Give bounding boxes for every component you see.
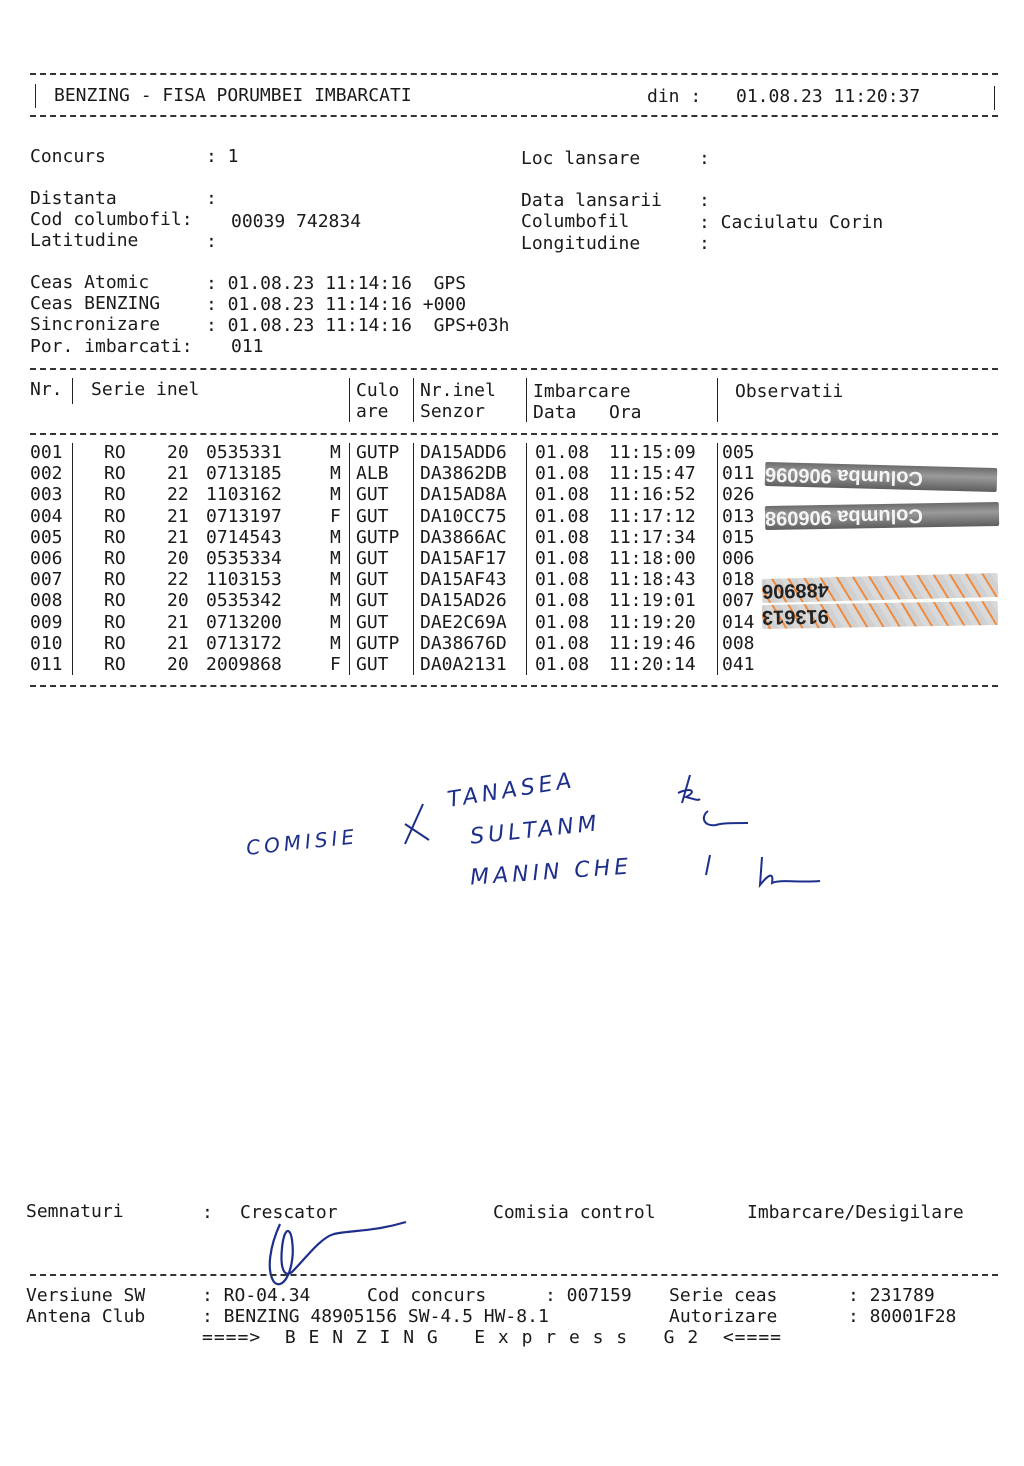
concurs-value: : 1 [206, 146, 239, 167]
cell-senzor: DA15AF17 [420, 548, 507, 569]
header-sep-2 [349, 378, 350, 422]
cell-data: 01.08 [535, 526, 590, 548]
cell-data: 01.08 [535, 505, 590, 527]
body-sep-3 [413, 443, 414, 675]
cell-an: 20 [167, 548, 189, 569]
cell-data: 01.08 [535, 463, 590, 485]
cell-an: 21 [167, 632, 189, 654]
por-imbarcati-value: 011 [231, 336, 264, 357]
din-label: din : [647, 86, 702, 107]
cell-nr: 002 [30, 463, 63, 485]
col-header-nr-inel: Nr.inel [420, 380, 496, 401]
cell-nr: 009 [30, 611, 63, 633]
autorizare-value: : 80001F28 [848, 1306, 957, 1327]
header-top-rule [30, 73, 998, 75]
cell-tara: RO [104, 632, 126, 654]
cell-tara: RO [104, 569, 126, 591]
body-sep-2 [349, 443, 350, 675]
concurs-label: Concurs [30, 146, 106, 167]
autorizare-label: Autorizare [669, 1306, 778, 1327]
cell-an: 21 [167, 526, 189, 548]
header-sep-1 [72, 378, 73, 404]
versiune-sw-value: : RO-04.34 [202, 1285, 311, 1306]
cell-data: 01.08 [535, 654, 590, 675]
cod-columbofil-label: Cod columbofil: [30, 209, 193, 230]
cell-tara: RO [104, 548, 126, 569]
semnaturi-colon: : [202, 1202, 213, 1223]
cell-culoare: GUTP [356, 526, 400, 548]
cell-an: 20 [167, 590, 189, 612]
handwritten-bracket-mark [395, 800, 435, 850]
table-top-rule [30, 368, 998, 370]
latitudine-label: Latitudine [30, 230, 139, 251]
ring-sticker-1: Columba 906096 [765, 462, 998, 492]
cell-observatii: 014 [722, 611, 755, 633]
semnaturi-label: Semnaturi [26, 1201, 124, 1222]
cell-inel: 0713172 [206, 632, 282, 654]
header-bottom-rule [30, 115, 998, 117]
header-sep-4 [526, 378, 527, 422]
col-header-culoare-1: Culo [356, 380, 400, 401]
cell-sex: M [330, 548, 341, 569]
cell-tara: RO [104, 442, 126, 463]
serie-ceas-label: Serie ceas [669, 1285, 778, 1306]
cell-inel: 1103162 [206, 484, 282, 506]
cell-culoare: GUT [356, 484, 389, 506]
cell-tara: RO [104, 654, 126, 675]
cell-tara: RO [104, 463, 126, 485]
cell-nr: 004 [30, 505, 63, 527]
col-header-senzor: Senzor [420, 401, 486, 422]
cell-data: 01.08 [535, 632, 590, 654]
cell-senzor: DA0A2131 [420, 654, 507, 675]
col-header-data: Data [533, 402, 577, 423]
cell-senzor: DAE2C69A [420, 611, 507, 633]
cell-observatii: 006 [722, 548, 755, 569]
cell-observatii: 026 [722, 484, 755, 506]
cell-an: 20 [167, 442, 189, 463]
handwritten-name-1: TANASEA [445, 768, 578, 813]
antena-club-label: Antena Club [26, 1306, 146, 1327]
cell-culoare: GUT [356, 611, 389, 633]
cell-nr: 006 [30, 548, 63, 569]
cell-sex: M [330, 590, 341, 612]
body-sep-5 [717, 443, 718, 675]
cell-sex: M [330, 484, 341, 506]
cell-senzor: DA15AF43 [420, 569, 507, 591]
cell-senzor: DA38676D [420, 632, 507, 654]
cell-senzor: DA10CC75 [420, 505, 507, 527]
loc-lansare-label: Loc lansare [521, 148, 641, 169]
handwritten-initials [660, 765, 830, 895]
footer-top-rule [30, 1274, 998, 1276]
cell-an: 20 [167, 654, 189, 675]
cell-observatii: 013 [722, 505, 755, 527]
cell-nr: 010 [30, 632, 63, 654]
col-header-nr: Nr. [30, 379, 63, 400]
handwritten-name-3: MANIN CHE [469, 854, 633, 891]
cell-ora: 11:19:20 [609, 611, 696, 633]
cell-senzor: DA3866AC [420, 526, 507, 548]
cell-nr: 011 [30, 654, 63, 675]
cell-nr: 008 [30, 590, 63, 612]
cell-observatii: 018 [722, 569, 755, 591]
cell-ora: 11:18:00 [609, 548, 696, 569]
handwritten-name-2: SULTANM [469, 811, 602, 850]
cell-culoare: GUT [356, 654, 389, 675]
cell-inel: 0535334 [206, 548, 282, 569]
header-sep-5 [717, 378, 718, 422]
sincronizare-label: Sincronizare [30, 314, 161, 335]
antena-club-value: : BENZING 48905156 SW-4.5 HW-8.1 [202, 1306, 549, 1327]
cell-senzor: DA15AD8A [420, 484, 507, 506]
cell-inel: 1103153 [206, 569, 282, 591]
cell-inel: 0714543 [206, 526, 282, 548]
cell-ora: 11:15:47 [609, 463, 696, 485]
cell-tara: RO [104, 611, 126, 633]
cell-data: 01.08 [535, 484, 590, 506]
cell-nr: 005 [30, 526, 63, 548]
cod-concurs-label: Cod concurs [367, 1285, 487, 1306]
cell-tara: RO [104, 590, 126, 612]
cell-nr: 001 [30, 442, 63, 463]
data-lansarii-value: : [699, 190, 710, 211]
versiune-sw-label: Versiune SW [26, 1285, 146, 1306]
cell-data: 01.08 [535, 548, 590, 569]
col-header-ora: Ora [609, 402, 642, 423]
cell-observatii: 008 [722, 632, 755, 654]
cod-columbofil-value: 00039 742834 [231, 211, 362, 232]
cell-nr: 007 [30, 569, 63, 591]
table-bottom-rule [30, 685, 998, 687]
cell-senzor: DA3862DB [420, 463, 507, 485]
col-header-observatii: Observatii [735, 381, 844, 402]
cell-data: 01.08 [535, 611, 590, 633]
ceas-atomic-label: Ceas Atomic [30, 272, 150, 293]
cell-senzor: DA15AD26 [420, 590, 507, 612]
benzing-express-banner: ====> B E N Z I N G E x p r e s s G 2 <==== [202, 1327, 783, 1348]
cell-sex: F [330, 654, 341, 675]
ring-sticker-2: Columba 906098 [765, 502, 999, 530]
serie-ceas-value: : 231789 [848, 1285, 935, 1306]
distanta-value: : [206, 188, 217, 209]
comisia-control-label: Comisia control [493, 1202, 656, 1223]
col-header-culoare-2: are [356, 401, 389, 422]
ring-sticker-3: 488906 [762, 573, 999, 603]
columbofil-value: : Caciulatu Corin [699, 212, 884, 233]
cell-sex: M [330, 569, 341, 591]
body-sep-1 [72, 443, 73, 675]
cell-observatii: 005 [722, 442, 755, 463]
cell-tara: RO [104, 484, 126, 506]
cell-inel: 0535342 [206, 590, 282, 612]
cell-ora: 11:15:09 [609, 442, 696, 463]
columbofil-label: Columbofil [521, 211, 630, 232]
cell-senzor: DA15ADD6 [420, 442, 507, 463]
data-lansarii-label: Data lansarii [521, 190, 662, 211]
cell-ora: 11:16:52 [609, 484, 696, 506]
cell-sex: M [330, 442, 341, 463]
cell-inel: 0713185 [206, 463, 282, 485]
cell-an: 22 [167, 569, 189, 591]
cell-sex: M [330, 526, 341, 548]
table-header-rule [30, 433, 998, 435]
cell-sex: M [330, 463, 341, 485]
loc-lansare-value: : [699, 148, 710, 169]
cod-concurs-value: : 007159 [545, 1285, 632, 1306]
print-datetime: 01.08.23 11:20:37 [736, 86, 921, 107]
cell-ora: 11:17:12 [609, 505, 696, 527]
handwritten-comisie: COMISIE [245, 824, 360, 860]
cell-culoare: GUT [356, 569, 389, 591]
ceas-benzing-value: : 01.08.23 11:14:16 +000 [206, 294, 467, 315]
latitudine-value: : [206, 231, 217, 252]
cell-tara: RO [104, 526, 126, 548]
col-header-serie-inel: Serie inel [91, 379, 200, 400]
header-right-border [994, 86, 995, 110]
cell-observatii: 007 [722, 590, 755, 612]
cell-observatii: 041 [722, 654, 755, 675]
cell-culoare: GUTP [356, 442, 400, 463]
header-left-border [35, 84, 36, 108]
cell-an: 21 [167, 463, 189, 485]
cell-inel: 0713197 [206, 505, 282, 527]
cell-ora: 11:18:43 [609, 569, 696, 591]
cell-ora: 11:20:14 [609, 654, 696, 675]
distanta-label: Distanta [30, 188, 117, 209]
cell-culoare: GUT [356, 548, 389, 569]
cell-inel: 2009868 [206, 654, 282, 675]
longitudine-value: : [699, 233, 710, 254]
cell-observatii: 015 [722, 526, 755, 548]
cell-inel: 0713200 [206, 611, 282, 633]
body-sep-4 [526, 443, 527, 675]
crescator-label: Crescator [240, 1202, 338, 1223]
cell-culoare: GUT [356, 590, 389, 612]
cell-ora: 11:19:01 [609, 590, 696, 612]
document-title: BENZING - FISA PORUMBEI IMBARCATI [54, 85, 412, 106]
cell-culoare: ALB [356, 463, 389, 485]
ceas-benzing-label: Ceas BENZING [30, 293, 161, 314]
cell-tara: RO [104, 505, 126, 527]
cell-sex: M [330, 611, 341, 633]
longitudine-label: Longitudine [521, 233, 641, 254]
cell-culoare: GUTP [356, 632, 400, 654]
cell-sex: M [330, 632, 341, 654]
cell-an: 21 [167, 611, 189, 633]
cell-nr: 003 [30, 484, 63, 506]
cell-data: 01.08 [535, 590, 590, 612]
cell-ora: 11:19:46 [609, 632, 696, 654]
cell-inel: 0535331 [206, 442, 282, 463]
cell-culoare: GUT [356, 505, 389, 527]
ring-sticker-4: 913613 [762, 601, 998, 629]
col-header-imbarcare: Imbarcare [533, 381, 631, 402]
cell-sex: F [330, 505, 341, 527]
cell-data: 01.08 [535, 569, 590, 591]
sincronizare-value: : 01.08.23 11:14:16 GPS+03h [206, 315, 510, 336]
header-sep-3 [413, 378, 414, 422]
cell-an: 21 [167, 505, 189, 527]
cell-observatii: 011 [722, 463, 755, 485]
ceas-atomic-value: : 01.08.23 11:14:16 GPS [206, 273, 467, 294]
cell-ora: 11:17:34 [609, 526, 696, 548]
por-imbarcati-label: Por. imbarcati: [30, 336, 193, 357]
cell-an: 22 [167, 484, 189, 506]
cell-data: 01.08 [535, 442, 590, 463]
imbarcare-desigilare-label: Imbarcare/Desigilare [747, 1202, 964, 1223]
